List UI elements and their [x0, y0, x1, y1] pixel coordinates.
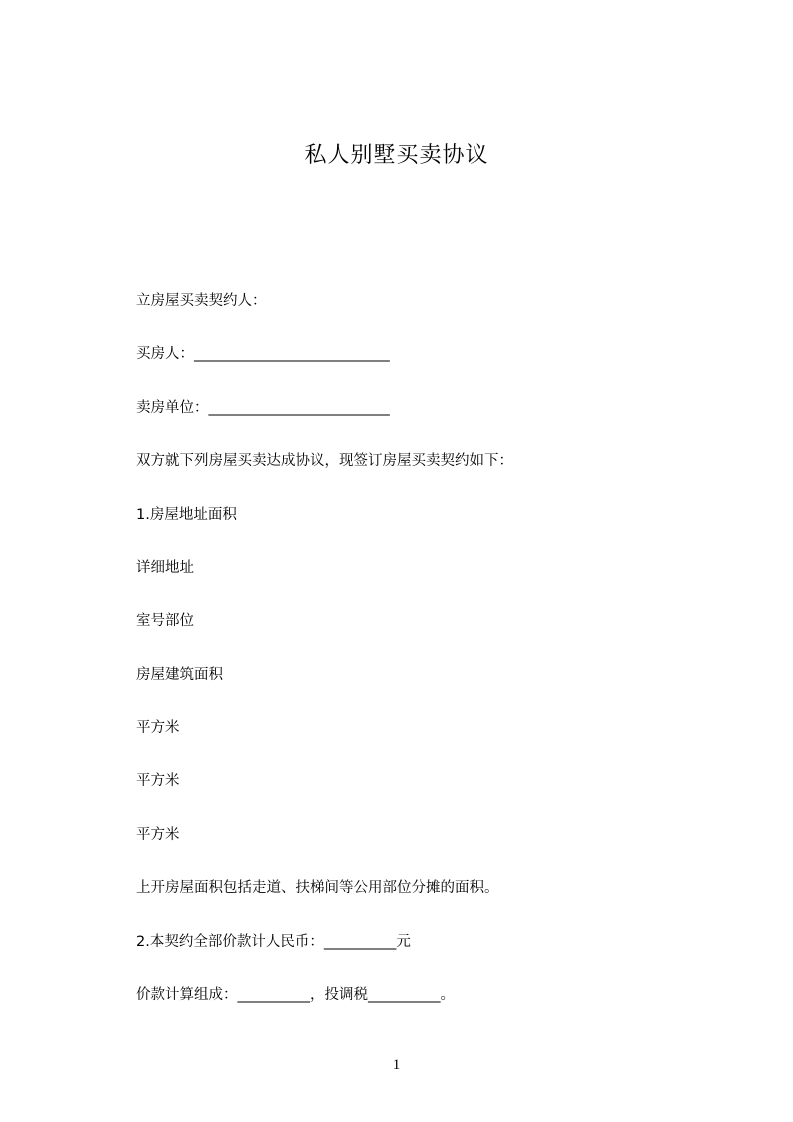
seller-line: 卖房单位：_________________________: [136, 400, 390, 416]
section-1-heading: 1.房屋地址面积: [136, 507, 237, 523]
agreement-intro-line: 双方就下列房屋买卖达成协议，现签订房屋买卖契约如下：: [136, 453, 513, 469]
buyer-line: 买房人：___________________________: [136, 346, 390, 362]
section-2-total-price: 2.本契约全部价款计人民币：__________元: [136, 934, 411, 950]
contract-parties-heading: 立房屋买卖契约人：: [136, 293, 267, 309]
shared-area-note: 上开房屋面积包括走道、扶梯间等公用部位分摊的面积。: [136, 880, 499, 896]
detailed-address-label: 详细地址: [136, 560, 194, 576]
room-number-label: 室号部位: [136, 613, 194, 629]
document-title: 私人别墅买卖协议: [304, 143, 489, 168]
page-number: 1: [392, 1057, 401, 1073]
building-area-label: 房屋建筑面积: [136, 667, 223, 683]
square-meter-line-1: 平方米: [136, 720, 180, 736]
price-composition-line: 价款计算组成：__________，投调税__________。: [136, 987, 455, 1003]
square-meter-line-3: 平方米: [136, 827, 180, 843]
square-meter-line-2: 平方米: [136, 773, 180, 789]
